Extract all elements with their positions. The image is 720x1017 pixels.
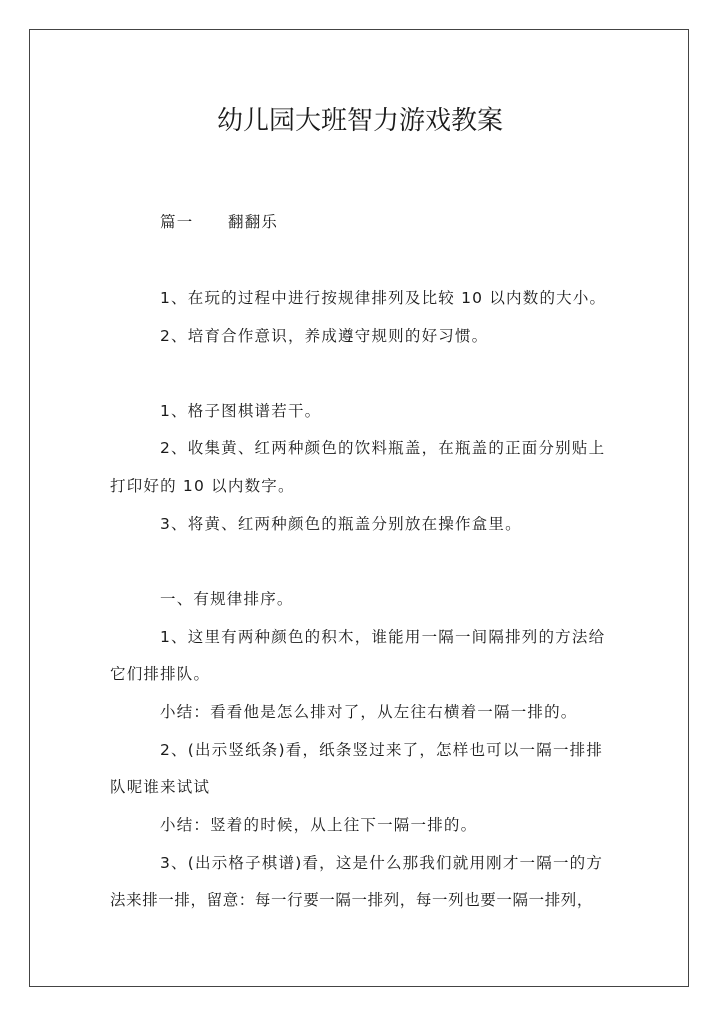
paragraph-line: 1、这里有两种颜色的积木，谁能用一隔一间隔排列的方法给 xyxy=(160,628,606,646)
paragraph-line: 打印好的 10 以内数字。 xyxy=(110,477,295,495)
paragraph-line: 法来排一排，留意：每一行要一隔一排列，每一列也要一隔一排列， xyxy=(110,891,594,909)
paragraph-line: 3、(出示格子棋谱)看，这是什么那我们就用刚才一隔一的方 xyxy=(160,854,604,872)
paragraph-line: 1、在玩的过程中进行按规律排列及比较 10 以内数的大小。 xyxy=(160,289,607,307)
paragraph-line: 2、收集黄、红两种颜色的饮料瓶盖，在瓶盖的正面分别贴上 xyxy=(160,439,606,457)
section-name: 翻翻乐 xyxy=(228,213,279,231)
document-title: 幼儿园大班智力游戏教案 xyxy=(216,106,503,136)
section-label: 篇一 xyxy=(160,213,194,231)
paragraph-line: 小结：看看他是怎么排对了，从左往右横着一隔一排的。 xyxy=(160,703,578,721)
paragraph-line: 2、培育合作意识，养成遵守规则的好习惯。 xyxy=(160,327,489,345)
paragraph-line: 1、格子图棋谱若干。 xyxy=(160,402,322,420)
paragraph-line: 它们排排队。 xyxy=(110,665,211,683)
paragraph-line: 一、有规律排序。 xyxy=(160,590,294,608)
paragraph-line: 3、将黄、红两种颜色的瓶盖分别放在操作盒里。 xyxy=(160,515,522,533)
paragraph-line: 小结：竖着的时候，从上往下一隔一排的。 xyxy=(160,816,478,834)
paragraph-line: 2、(出示竖纸条)看，纸条竖过来了，怎样也可以一隔一排排 xyxy=(160,741,604,759)
page-border xyxy=(29,29,689,987)
paragraph-line: 队呢谁来试试 xyxy=(110,778,211,796)
